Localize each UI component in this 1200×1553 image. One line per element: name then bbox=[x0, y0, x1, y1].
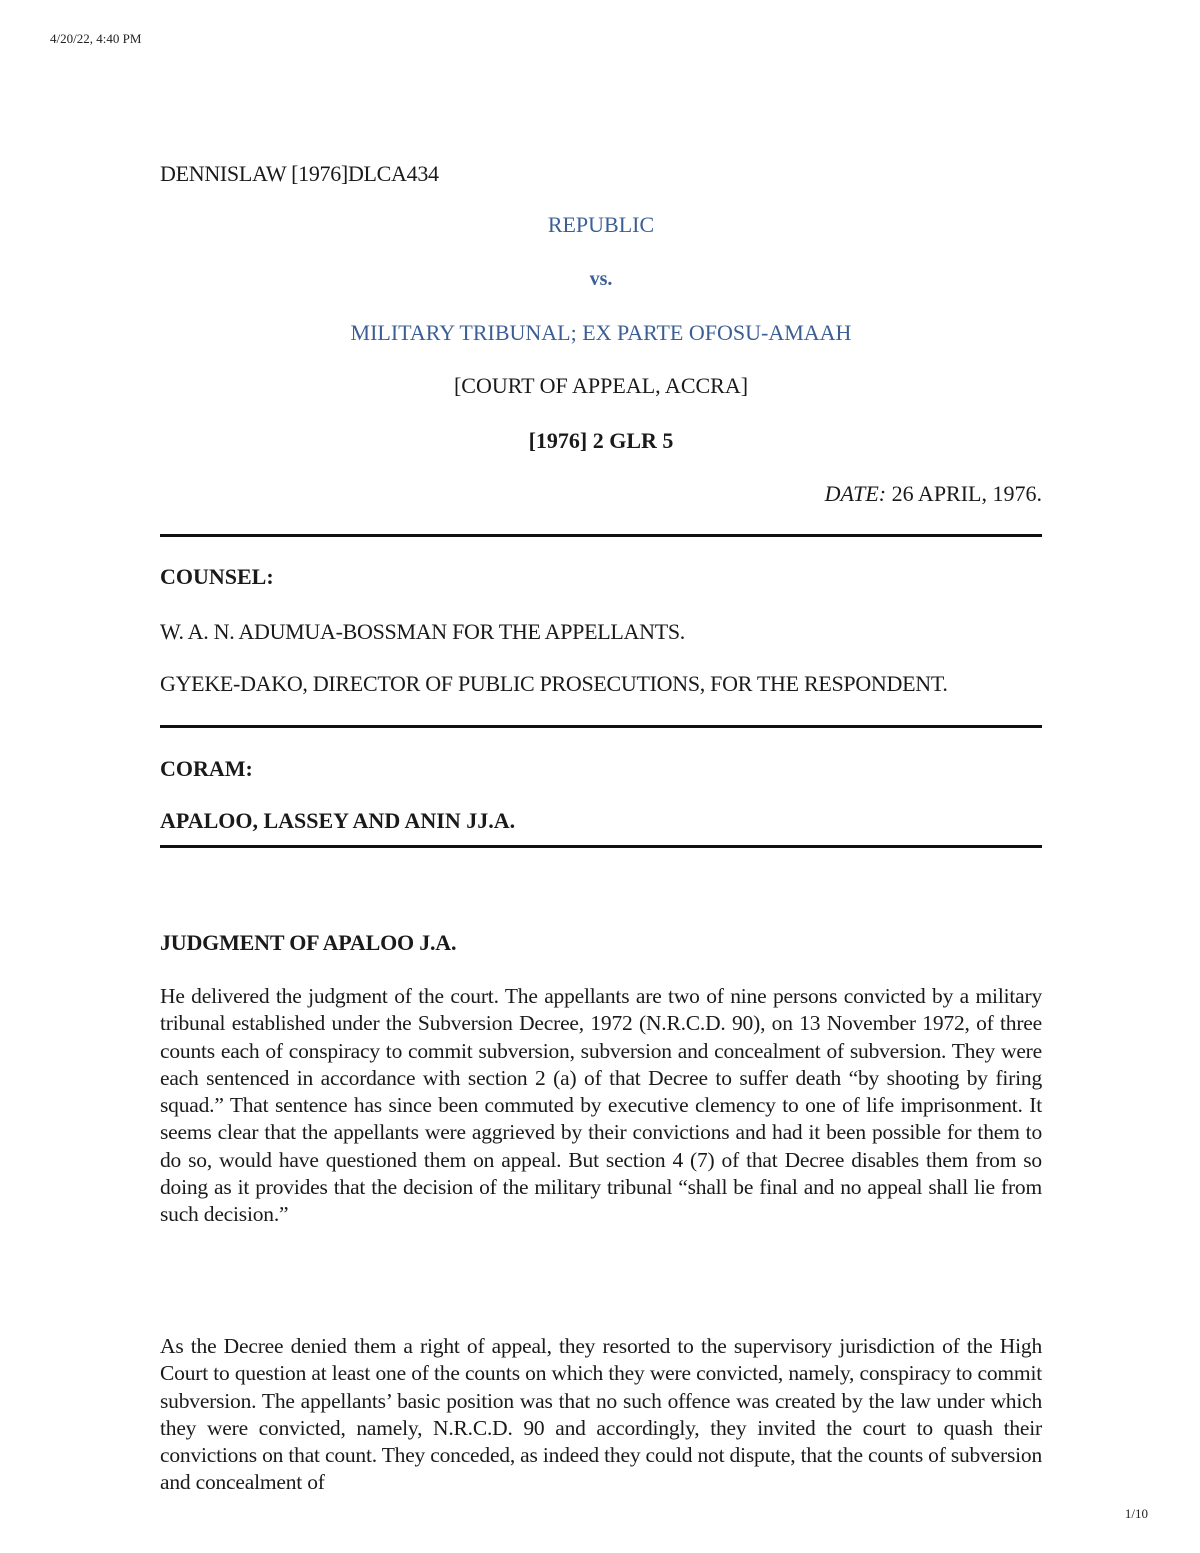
party-military-tribunal: MILITARY TRIBUNAL; EX PARTE OFOSU-AMAAH bbox=[350, 320, 852, 345]
section-divider bbox=[160, 725, 1042, 728]
case-citation: DENNISLAW [1976]DLCA434 bbox=[160, 161, 439, 186]
judgment-paragraph: He delivered the judgment of the court. The appellants are two of nine persons convicted by a military tribunal established under the Subversion Decree, 1972 (N.R.C.D. 90), on 13 November 1972, of three counts each of conspiracy to commit subversion, subversion and concealment of subversion. They were each sentenced in accordance with section 2 (a) of that Decree to suffer death “by shooting by firing squad.” That sentence has since been commuted by executive clemency to one of life imprisonment. It seems clear that the appellants were aggrieved by their convictions and had it been possible for them to do so, would have questioned them on appeal. But section 4 (7) of that Decree disables them from so doing as it provides that the decision of the military tribunal “shall be final and no appeal shall lie from such decision.” bbox=[160, 984, 1042, 1227]
print-timestamp: 4/20/22, 4:40 PM bbox=[50, 31, 142, 46]
judgment-paragraph: As the Decree denied them a right of appeal, they resorted to the supervisory jurisdiction of the High Court to question at least one of the counts on which they were convicted, namely, conspiracy to commit subversion. The appellants’ basic position was that no such offence was created by the law under which they were convicted, namely, N.R.C.D. 90 and accordingly, they invited the court to quash their convictions on that count. They conceded, as indeed they could not dispute, that the counts of subversion and concealment of bbox=[160, 1334, 1042, 1495]
section-divider bbox=[160, 845, 1042, 848]
section-divider bbox=[160, 534, 1042, 537]
coram-judges: APALOO, LASSEY AND ANIN JJ.A. bbox=[160, 808, 516, 833]
coram-heading: CORAM: bbox=[160, 756, 253, 781]
judgment-heading: JUDGMENT OF APALOO J.A. bbox=[160, 930, 457, 955]
versus-label: vs. bbox=[589, 268, 613, 290]
counsel-appellants: W. A. N. ADUMUA-BOSSMAN FOR THE APPELLANTS. bbox=[160, 619, 685, 644]
court-name: [COURT OF APPEAL, ACCRA] bbox=[453, 373, 749, 398]
counsel-respondent: GYEKE-DAKO, DIRECTOR OF PUBLIC PROSECUTIONS, FOR THE RESPONDENT. bbox=[160, 671, 948, 696]
law-report-citation: [1976] 2 GLR 5 bbox=[528, 428, 674, 453]
date-label: DATE: bbox=[824, 481, 887, 506]
date-value: 26 APRIL, 1976. bbox=[886, 481, 1042, 506]
party-republic: REPUBLIC bbox=[547, 212, 655, 237]
judgment-date bbox=[825, 481, 1042, 507]
page-number: 1/10 bbox=[1124, 1506, 1148, 1521]
counsel-heading: COUNSEL: bbox=[160, 564, 274, 589]
